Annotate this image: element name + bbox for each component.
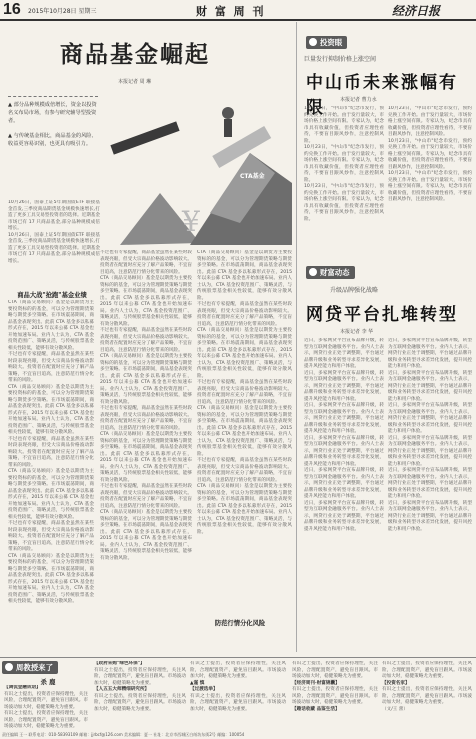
right-mid-col-2: 近日，多家网贷平台宣布品牌升级，转型为互联网金融服务平台。业内人士表示，网贷行业正处于调整期，平台通过品牌升级和业务转型寻求差异化发展，提升风控能力和用户体验。 近日，多家网贷平台宣布品牌升级，转型为互联网金融服务平台。业内人士表示，网贷行业正处于调整期，平台通过品牌升级和业务转型寻求差异化发展，提升风控能力和用户体验。 近日，多家网贷平台宣布品牌升级，转型为互联网金融服务平台。业内人士表示，网贷行业正处于调整期，平台通过品牌升级和业务转型寻求差异化发展，提升风控能力和用户体验。 近日，多家网贷平台宣布品牌升级，转型为互联网金融服务平台。业内人士表示，网贷行业正处于调整期，平台通过品牌升级和业务转型寻求差异化发展，提升风控能力和用户体验。 近日，多家网贷平台宣布品牌升级，转型为互联网金融服务平台。业内人士表示，网贷行业正处于调整期，平台通过品牌升级和业务转型寻求差异化发展，提升风控能力和用户体验。 近日，多家网贷平台宣布品牌升级，转型为互联网金融服务平台。业内人士表示，网贷行业正处于调整期，平台通过品牌升级和业务转型寻求差异化发展，提升风控能力和用户体验。: [388, 338, 472, 532]
cta-label: CTA基金: [240, 173, 265, 180]
column-text-5: 有识之士提出，投资者应保持理性，关注风险，合理配置资产，避免盲目跟风。市场波动加大时，稳健策略尤为重要。 【投资名家】 有识之士提出，投资者应保持理性，关注风险，合理配置资产，避免盲目跟风。市场波动加大时，稳健策略尤为重要。 （文/王 蕾）: [382, 661, 472, 712]
illustration: [100, 93, 292, 245]
lead-point-1: ▲ 部分品种规模成倍增长，资金以投资名义布局市场，有参与研究辅导型投资者。: [8, 102, 97, 125]
page-number: 16: [3, 1, 21, 18]
column-text-4: 有识之士提出，投资者应保持理性，关注风险，合理配置资产，避免盲目跟风。市场波动加大时，稳健策略尤为重要。 【经济周刊·财富锦囊】 有识之士提出，投资者应保持理性，关注风险，合理配置资产，避免盲目跟风。市场波动加大时，稳健策略尤为重要。 【趣话收藏 品鉴生活】: [292, 661, 378, 712]
body-col-2: 不过也有专家提醒，商品基金虽然在某些时段表现亮眼，但受大宗商品价格波动影响较大。投资者在配置时应充分了解产品策略，不宜盲目追高，注意防范行情分化带来的风险。 CTA（商品交易顾问）基金是以期货为主要投资标的的基金，可以分为管理期货策略与期货多空策略。在市场震荡期间，商品基金表现突出。此前 CTA 基金多以私募形式存在，2015 年以来公募 CTA 基金也开始加速布局。业内人士认为，CTA 基金投资范围广、策略灵活，与传统股票基金相关性较低，能够有效分散风险。 不过也有专家提醒，商品基金虽然在某些时段表现亮眼，但受大宗商品价格波动影响较大。投资者在配置时应充分了解产品策略，不宜盲目追高，注意防范行情分化带来的风险。 CTA（商品交易顾问）基金是以期货为主要投资标的的基金，可以分为管理期货策略与期货多空策略。在市场震荡期间，商品基金表现突出。此前 CTA 基金多以私募形式存在，2015 年以来公募 CTA 基金也开始加速布局。业内人士认为，CTA 基金投资范围广、策略灵活，与传统股票基金相关性较低，能够有效分散风险。 不过也有专家提醒，商品基金虽然在某些时段表现亮眼，但受大宗商品价格波动影响较大。投资者在配置时应充分了解产品策略，不宜盲目追高，注意防范行情分化带来的风险。 CTA（商品交易顾问）基金是以期货为主要投资标的的基金，可以分为管理期货策略与期货多空策略。在市场震荡期间，商品基金表现突出。此前 CTA 基金多以私募形式存在，2015 年以来公募 CTA 基金也开始加速布局。业内人士认为，CTA 基金投资范围广、策略灵活，与传统股票基金相关性较低，能够有效分散风险。 不过也有专家提醒，商品基金虽然在某些时段表现亮眼，但受大宗商品价格波动影响较大。投资者在配置时应充分了解产品策略，不宜盲目追高，注意防范行情分化带来的风险。 CTA（商品交易顾问）基金是以期货为主要投资标的的基金，可以分为管理期货策略与期货多空策略。在市场震荡期间，商品基金表现突出。此前 CTA 基金多以私募形式存在，2015 年以来公募 CTA 基金也开始加速布局。业内人士认为，CTA 基金投资范围广、策略灵活，与传统股票基金相关性较低，能够有效分散风险。: [100, 250, 192, 561]
issue-date: 2015年10月28日 星期三: [28, 8, 97, 15]
column-divider: [296, 22, 297, 652]
tag-invest-eye: 投资眼: [306, 36, 347, 49]
right-top-byline: 本报记者 曹力水: [340, 97, 377, 103]
newspaper-name: 经济日报: [392, 4, 441, 18]
main-byline: 本报记者 周 琳: [118, 79, 152, 85]
body-col-3: CTA（商品交易顾问）基金是以期货为主要投资标的的基金，可以分为管理期货策略与期货多空策略。在市场震荡期间，商品基金表现突出。此前 CTA 基金多以私募形式存在，2015 年以来公募 CTA 基金也开始加速布局。业内人士认为，CTA 基金投资范围广、策略灵活，与传统股票基金相关性较低，能够有效分散风险。 不过也有专家提醒，商品基金虽然在某些时段表现亮眼，但受大宗商品价格波动影响较大。投资者在配置时应充分了解产品策略，不宜盲目追高，注意防范行情分化带来的风险。 CTA（商品交易顾问）基金是以期货为主要投资标的的基金，可以分为管理期货策略与期货多空策略。在市场震荡期间，商品基金表现突出。此前 CTA 基金多以私募形式存在，2015 年以来公募 CTA 基金也开始加速布局。业内人士认为，CTA 基金投资范围广、策略灵活，与传统股票基金相关性较低，能够有效分散风险。 不过也有专家提醒，商品基金虽然在某些时段表现亮眼，但受大宗商品价格波动影响较大。投资者在配置时应充分了解产品策略，不宜盲目追高，注意防范行情分化带来的风险。 CTA（商品交易顾问）基金是以期货为主要投资标的的基金，可以分为管理期货策略与期货多空策略。在市场震荡期间，商品基金表现突出。此前 CTA 基金多以私募形式存在，2015 年以来公募 CTA 基金也开始加速布局。业内人士认为，CTA 基金投资范围广、策略灵活，与传统股票基金相关性较低，能够有效分散风险。 不过也有专家提醒，商品基金虽然在某些时段表现亮眼，但受大宗商品价格波动影响较大。投资者在配置时应充分了解产品策略，不宜盲目追高，注意防范行情分化带来的风险。 CTA（商品交易顾问）基金是以期货为主要投资标的的基金，可以分为管理期货策略与期货多空策略。在市场震荡期间，商品基金表现突出。此前 CTA 基金多以私募形式存在，2015 年以来公募 CTA 基金也开始加速布局。业内人士认为，CTA 基金投资范围广、策略灵活，与传统股票基金相关性较低，能够有效分散风险。: [197, 250, 292, 535]
right-top-headline: 中山币未来涨幅有限: [306, 73, 458, 118]
intro-text: 10月26日，国泰上证5年期国债ETF 联接基金首发,三季度商品期货基金规模快速增长,打造了更多工具交易型投资者的选择。近期基金市场已有 17 只商品基金,部分品种规模成倍增长。 10月26日，国泰上证5年期国债ETF 联接基金首发,三季度商品期货基金规模快速增长,打造了更多工具交易型投资者的选择。近期基金市场已有 17 只商品基金,部分品种规模成倍增长。: [8, 200, 100, 264]
right-top-col-1: 10月23日，"中山币"纪念币发行，预约兑换工作开始。由于发行量较大，市场价格上涨空间有限。专家认为，纪念币具有收藏价值，但投资者应理性看待，不要盲目跟风炒作，注意控制风险。 10月23日，"中山币"纪念币发行，预约兑换工作开始。由于发行量较大，市场价格上涨空间有限。专家认为，纪念币具有收藏价值，但投资者应理性看待，不要盲目跟风炒作，注意控制风险。 10月23日，"中山币"纪念币发行，预约兑换工作开始。由于发行量较大，市场价格上涨空间有限。专家认为，纪念币具有收藏价值，但投资者应理性看待，不要盲目跟风炒作，注意控制风险。: [304, 106, 384, 222]
right-mid-byline: 本报记者 李 华: [340, 329, 374, 335]
page-header: [0, 0, 476, 21]
yuan-symbol: ¥: [182, 205, 200, 238]
tag-professor: 周教授来了: [2, 661, 58, 674]
tag-icon: [5, 663, 13, 671]
lead-box: [8, 96, 98, 148]
main-headline: 商品基金崛起: [60, 41, 210, 68]
subhead-2: 防范行情分化风险: [214, 620, 266, 627]
column-title-1: 杀 鹿: [40, 679, 56, 686]
lead-point-2: ▲ 与传统基金相比，商品基金的风险、收益更容易识别，也更具有吸引力。: [8, 132, 97, 147]
right-top-col-2: 10月23日，"中山币"纪念币发行，预约兑换工作开始。由于发行量较大，市场价格上涨空间有限。专家认为，纪念币具有收藏价值，但投资者应理性看待，不要盲目跟风炒作，注意控制风险。 10月23日，"中山币"纪念币发行，预约兑换工作开始。由于发行量较大，市场价格上涨空间有限。专家认为，纪念币具有收藏价值，但投资者应理性看待，不要盲目跟风炒作，注意控制风险。 10月23日，"中山币"纪念币发行，预约兑换工作开始。由于发行量较大，市场价格上涨空间有限。专家认为，纪念币具有收藏价值，但投资者应理性看待，不要盲目跟风炒作，注意控制风险。: [388, 106, 472, 202]
page-footer: 责任编辑 王一 联系电话：010-58393109 邮箱：jjrbcf@126.com 美术编辑：夏一 社址：北京市西城区白纸坊东街2号 邮编：100054: [2, 732, 245, 737]
right-mid-rubric: 升级品牌强化战略: [330, 287, 379, 294]
section-title: 财 富 周 刊: [196, 5, 266, 18]
tag-icon: [309, 38, 317, 46]
column-text-3: 有识之士提出，投资者应保持理性，关注风险，合理配置资产，避免盲目跟风。市场波动加大时，稳健策略尤为重要。 ▲谨 慎 【过渡选举】 有识之士提出，投资者应保持理性，关注风险，合理配置资产，避免盲目跟风。市场波动加大时，稳健策略尤为重要。: [190, 661, 286, 712]
tag-icon: [309, 268, 317, 276]
right-top-rubric: 巨量发行抑制价格上涨空间: [304, 56, 377, 63]
column-text-2: 【政府采购"绿色环保"】 有识之士提出，投资者应保持理性，关注风险，合理配置资产，避免盲目跟风。市场波动加大时，稳健策略尤为重要。 【人五五大师精细研究所】 有识之士提出，投资者应保持理性，关注风险，合理配置资产，避免盲目跟风。市场波动加大时，稳健策略尤为重要。: [94, 661, 186, 712]
bottom-section: [0, 657, 476, 735]
body-col-1: CTA（商品交易顾问）基金是以期货为主要投资标的的基金，可以分为管理期货策略与期货多空策略。在市场震荡期间，商品基金表现突出。此前 CTA 基金多以私募形式存在，2015 年以来公募 CTA 基金也开始加速布局。业内人士认为，CTA 基金投资范围广、策略灵活，与传统股票基金相关性较低，能够有效分散风险。 不过也有专家提醒，商品基金虽然在某些时段表现亮眼，但受大宗商品价格波动影响较大。投资者在配置时应充分了解产品策略，不宜盲目追高，注意防范行情分化带来的风险。 CTA（商品交易顾问）基金是以期货为主要投资标的的基金，可以分为管理期货策略与期货多空策略。在市场震荡期间，商品基金表现突出。此前 CTA 基金多以私募形式存在，2015 年以来公募 CTA 基金也开始加速布局。业内人士认为，CTA 基金投资范围广、策略灵活，与传统股票基金相关性较低，能够有效分散风险。 不过也有专家提醒，商品基金虽然在某些时段表现亮眼，但受大宗商品价格波动影响较大。投资者在配置时应充分了解产品策略，不宜盲目追高，注意防范行情分化带来的风险。 CTA（商品交易顾问）基金是以期货为主要投资标的的基金，可以分为管理期货策略与期货多空策略。在市场震荡期间，商品基金表现突出。此前 CTA 基金多以私募形式存在，2015 年以来公募 CTA 基金也开始加速布局。业内人士认为，CTA 基金投资范围广、策略灵活，与传统股票基金相关性较低，能够有效分散风险。 不过也有专家提醒，商品基金虽然在某些时段表现亮眼，但受大宗商品价格波动影响较大。投资者在配置时应充分了解产品策略，不宜盲目追高，注意防范行情分化带来的风险。 CTA（商品交易顾问）基金是以期货为主要投资标的的基金，可以分为管理期货策略与期货多空策略。在市场震荡期间，商品基金表现突出。此前 CTA 基金多以私募形式存在，2015 年以来公募 CTA 基金也开始加速布局。业内人士认为，CTA 基金投资范围广、策略灵活，与传统股票基金相关性较低，能够有效分散风险。: [8, 300, 94, 604]
column-text-1: 【调侃金融成语】 有识之士提出，投资者应保持理性，关注风险，合理配置资产，避免盲目跟风。市场波动加大时，稳健策略尤为重要。 有识之士提出，投资者应保持理性，关注风险，合理配置资产，避免盲目跟风。市场波动加大时，稳健策略尤为重要。: [4, 685, 88, 729]
right-mid-headline: 网贷平台扎堆转型: [306, 305, 458, 325]
tag-wealth-news: 财富动态: [306, 266, 355, 279]
subhead-1: 商品大战"抢跑"基金业绩: [17, 292, 87, 299]
right-mid-col-1: 近日，多家网贷平台宣布品牌升级，转型为互联网金融服务平台。业内人士表示，网贷行业正处于调整期，平台通过品牌升级和业务转型寻求差异化发展，提升风控能力和用户体验。 近日，多家网贷平台宣布品牌升级，转型为互联网金融服务平台。业内人士表示，网贷行业正处于调整期，平台通过品牌升级和业务转型寻求差异化发展，提升风控能力和用户体验。 近日，多家网贷平台宣布品牌升级，转型为互联网金融服务平台。业内人士表示，网贷行业正处于调整期，平台通过品牌升级和业务转型寻求差异化发展，提升风控能力和用户体验。 近日，多家网贷平台宣布品牌升级，转型为互联网金融服务平台。业内人士表示，网贷行业正处于调整期，平台通过品牌升级和业务转型寻求差异化发展，提升风控能力和用户体验。 近日，多家网贷平台宣布品牌升级，转型为互联网金融服务平台。业内人士表示，网贷行业正处于调整期，平台通过品牌升级和业务转型寻求差异化发展，提升风控能力和用户体验。 近日，多家网贷平台宣布品牌升级，转型为互联网金融服务平台。业内人士表示，网贷行业正处于调整期，平台通过品牌升级和业务转型寻求差异化发展，提升风控能力和用户体验。: [304, 338, 384, 532]
cta-illustration: [100, 93, 292, 245]
